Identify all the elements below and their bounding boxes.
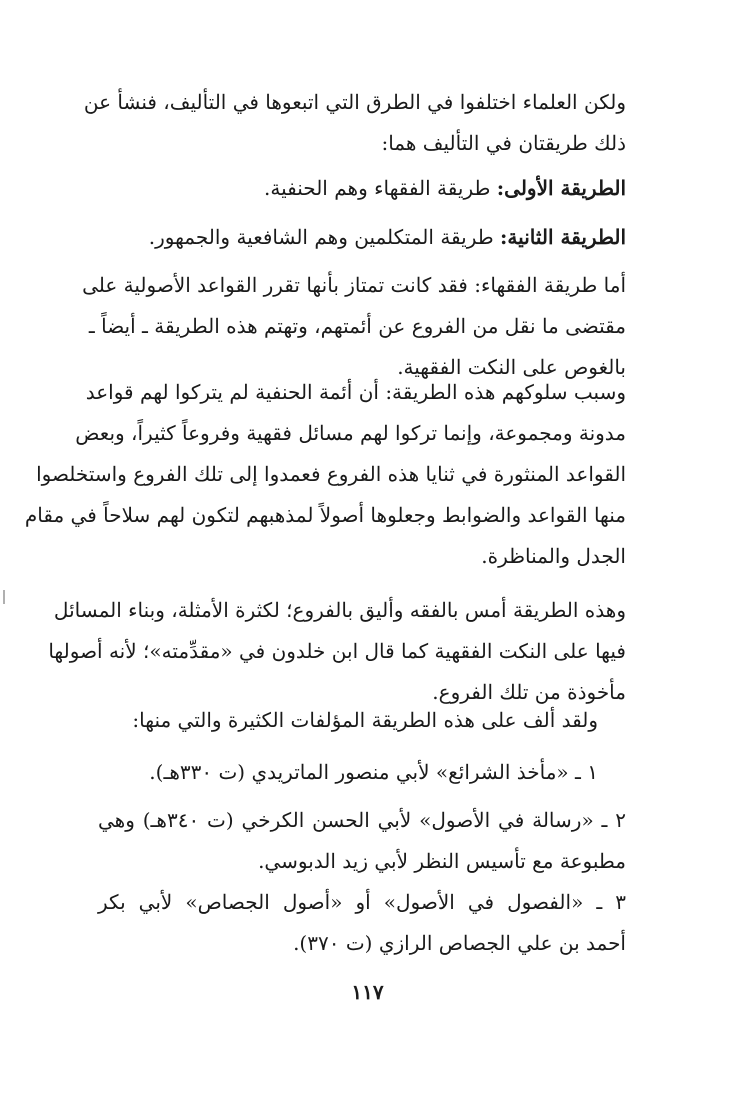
text-line: بالغوص على النكت الفقهية. [397,355,626,379]
text-line: مقتضى ما نقل من الفروع عن أئمتهم، وتهتم هذه الطريقة ـ أيضاً ـ [88,314,626,338]
paragraph-fuqaha-method [82,265,626,388]
text-line: أما طريقة الفقهاء: فقد كانت تمتاز بأنها تقرر القواعد الأصولية على [82,273,626,297]
text-line: وهذه الطريقة أمس بالفقه وأليق بالفروع؛ لكثرة الأمثلة، وبناء المسائل [53,598,626,622]
text-line: منها القواعد والضوابط وجعلوها أصولاً لمذهبهم لتكون لهم سلاحاً في مقام [24,503,626,527]
method-description: طريقة المتكلمين وهم الشافعية والجمهور. [148,225,501,249]
paragraph-advantage [48,590,626,713]
text-line: ولقد ألف على هذه الطريقة المؤلفات الكثيرة والتي منها: [132,708,598,732]
method-term: الطريقة الأولى: [496,176,626,200]
text-line: وسبب سلوكهم هذه الطريقة: أن أئمة الحنفية لم يتركوا لهم قواعد [85,380,626,404]
method-term: الطريقة الثانية: [500,225,626,249]
text-line: مأخوذة من تلك الفروع. [432,680,626,704]
paragraph-first-method [98,168,626,209]
list-item-2 [98,800,626,882]
list-item-3 [98,882,626,964]
text-line: مطبوعة مع تأسيس النظر لأبي زيد الدبوسي. [258,849,626,873]
text-line: ذلك طريقتان في التأليف هما: [381,131,626,155]
paragraph-intro [83,82,626,164]
text-line [98,217,626,258]
text-line: مدونة ومجموعة، وإنما تركوا لهم مسائل فقهية وفروعاً كثيراً، وبعض [75,421,626,445]
text-line [98,168,626,209]
paragraph-works-intro [98,700,626,741]
text-line: ٢ ـ «رسالة في الأصول» لأبي الحسن الكرخي (ت ٣٤٠هـ) وهي [98,808,627,832]
method-description: طريقة الفقهاء وهم الحنفية. [264,176,497,200]
text-line: أحمد بن علي الجصاص الرازي (ت ٣٧٠). [293,931,626,955]
text-line: الجدل والمناظرة. [481,544,626,568]
text-line: القواعد المنثورة في ثنايا هذه الفروع فعمدوا إلى تلك الفروع واستخلصوا [36,462,626,486]
list-item-1 [98,752,626,793]
scan-edge-mark [3,590,5,604]
paragraph-second-method [98,217,626,258]
page-number: ١١٧ [351,980,384,1004]
text-line: ٣ ـ «الفصول في الأصول» أو «أصول الجصاص» لأبي بكر [98,890,626,914]
text-line: ولكن العلماء اختلفوا في الطرق التي اتبعوها في التأليف، فنشأ عن [83,90,626,114]
paragraph-reason [24,372,626,577]
text-line: فيها على النكت الفقهية كما قال ابن خلدون في «مقدِّمته»؛ لأنه أصولها [48,639,626,663]
text-line: ١ ـ «مأخذ الشرائع» لأبي منصور الماتريدي (ت ٣٣٠هـ). [149,760,598,784]
